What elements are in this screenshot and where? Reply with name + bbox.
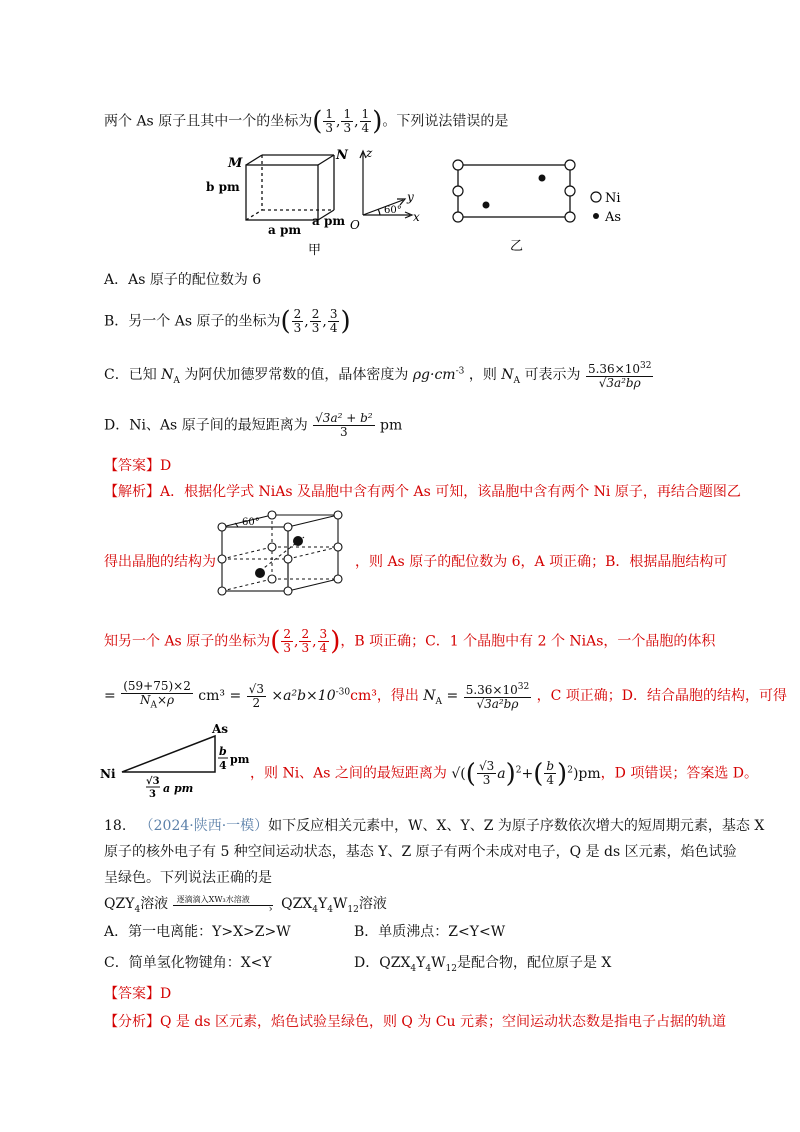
- legend-ni: Ni: [605, 191, 621, 206]
- legend-as: As: [605, 210, 622, 225]
- label-M: M: [228, 156, 243, 171]
- axis-O: O: [350, 218, 360, 232]
- figure-jia: [200, 145, 430, 260]
- tri-b-unit: pm: [230, 753, 250, 766]
- ni-as-triangle: [100, 722, 250, 802]
- figure-yi: [450, 155, 630, 255]
- intro-line: 两个 As 原子且其中一个的坐标为( $\frac{1}{3}$ , $\frac{1}{3}$ , $\frac{1}{4}$ )。下列说法错误的是: [104, 106, 509, 137]
- tri-a-den: 3: [149, 789, 156, 800]
- q18-option-D: D．$QZX_4Y_4W_{12}$是配合物，配位原子是 X: [354, 955, 612, 974]
- q18-reaction: $QZY_4$溶液 逐滴滴入XW₃水溶液 › $QZX_4Y_4W_{12}$溶液: [104, 895, 387, 915]
- axis-y: y: [407, 190, 414, 204]
- label-a-bottom: a pm: [268, 223, 302, 237]
- analysis-1-line2b: ，则 As 原子的配位数为 6，A 项正确；B．根据晶胞结构可: [355, 554, 728, 570]
- option-D: D．Ni、As 原子间的最短距离为 $\frac{\text{√3a² + b²}}{3}$ pm: [104, 411, 403, 439]
- q18-option-B: B．单质沸点：Z<Y<W: [354, 924, 506, 940]
- caption-yi: 乙: [510, 239, 524, 254]
- q18-line1: 18. （2024·陕西·一模）如下反应相关元素中，W、X、Y、Z 为原子序数依次增大的短周期元素，基态 X: [104, 818, 765, 834]
- label-b: b pm: [206, 180, 240, 194]
- caption-jia: 甲: [308, 243, 322, 258]
- q18-line3: 呈绿色。下列说法正确的是: [104, 870, 272, 886]
- q18-option-C: C．简单氢化物键角：X<Y: [104, 955, 272, 971]
- option-B: B．另一个 As 原子的坐标为( $\frac{2}{3}$ , $\frac{2}{3}$ , $\frac{3}{4}$ ): [104, 306, 351, 337]
- analysis-1-line4: = $\frac{(59+75)\times 2}{N_A\times\rho}$ cm³ = $\frac{√3}{2}$ $\times a^2b\times 10^{-30}cm^3$，得出 $N_A$ = $\frac{5.36\times 10^{32}}{\text{√3a²bρ}}$ ，C 项正确；D．结合晶胞的结构，可得: [104, 679, 788, 712]
- tri-b: b: [219, 745, 227, 758]
- tri-as: As: [212, 722, 229, 736]
- answer-2: 【答案】D: [104, 986, 172, 1002]
- axis-x: x: [413, 210, 420, 224]
- label-N: N: [336, 148, 348, 163]
- answer-1: 【答案】D: [104, 458, 172, 474]
- tri-ni: Ni: [100, 767, 116, 781]
- analysis-1-line2a: 得出晶胞的结构为: [104, 554, 216, 570]
- analysis-1-line5: ，则 Ni、As 之间的最短距离为 √(( $\frac{√3}{3}$ a)$^2$+( $\frac{b}{4}$ )$^2$)pm，D 项错误；答案选 D。: [250, 758, 759, 789]
- tri-a-unit: a pm: [163, 782, 194, 795]
- axis-angle: 60°: [384, 205, 402, 216]
- option-A: A．As 原子的配位数为 6: [104, 272, 262, 288]
- tri-b-den: 4: [219, 759, 227, 772]
- q18-option-A: A．第一电离能：Y>X>Z>W: [104, 924, 291, 940]
- analysis-1-line1: 【解析】A．根据化学式 NiAs 及晶胞中含有两个 As 可知，该晶胞中含有两个 Ni 原子，再结合题图乙: [104, 484, 741, 500]
- option-C: C．已知 $N_A$ 为阿伏加德罗常数的值，晶体密度为 $\rho g\cdot cm^{-3}$ ，则 $N_A$ 可表示为 $\frac{5.36\times 10^{32}}{\text{√3a²bρ}}$: [104, 361, 652, 390]
- crystal-cell-figure: [212, 507, 352, 609]
- analysis-2-line1: 【分析】Q 是 ds 区元素，焰色试验呈绿色，则 Q 为 Cu 元素；空间运动状态数是指电子占据的轨道: [104, 1014, 726, 1030]
- label-a-right: a pm: [312, 214, 346, 228]
- q18-line2: 原子的核外电子有 5 种空间运动状态，基态 Y、Z 原子有两个未成对电子，Q 是 ds 区元素，焰色试验: [104, 844, 737, 860]
- analysis-1-line3: 知另一个 As 原子的坐标为( $\frac{2}{3}$ , $\frac{2}{3}$ , $\frac{3}{4}$ )，B 项正确；C．1 个晶胞中有 2 个 NiAs，一个晶胞的体积: [104, 626, 716, 657]
- tri-a-num: √3: [146, 776, 160, 787]
- axis-z: z: [366, 146, 373, 160]
- cell-angle: 60°: [242, 517, 260, 528]
